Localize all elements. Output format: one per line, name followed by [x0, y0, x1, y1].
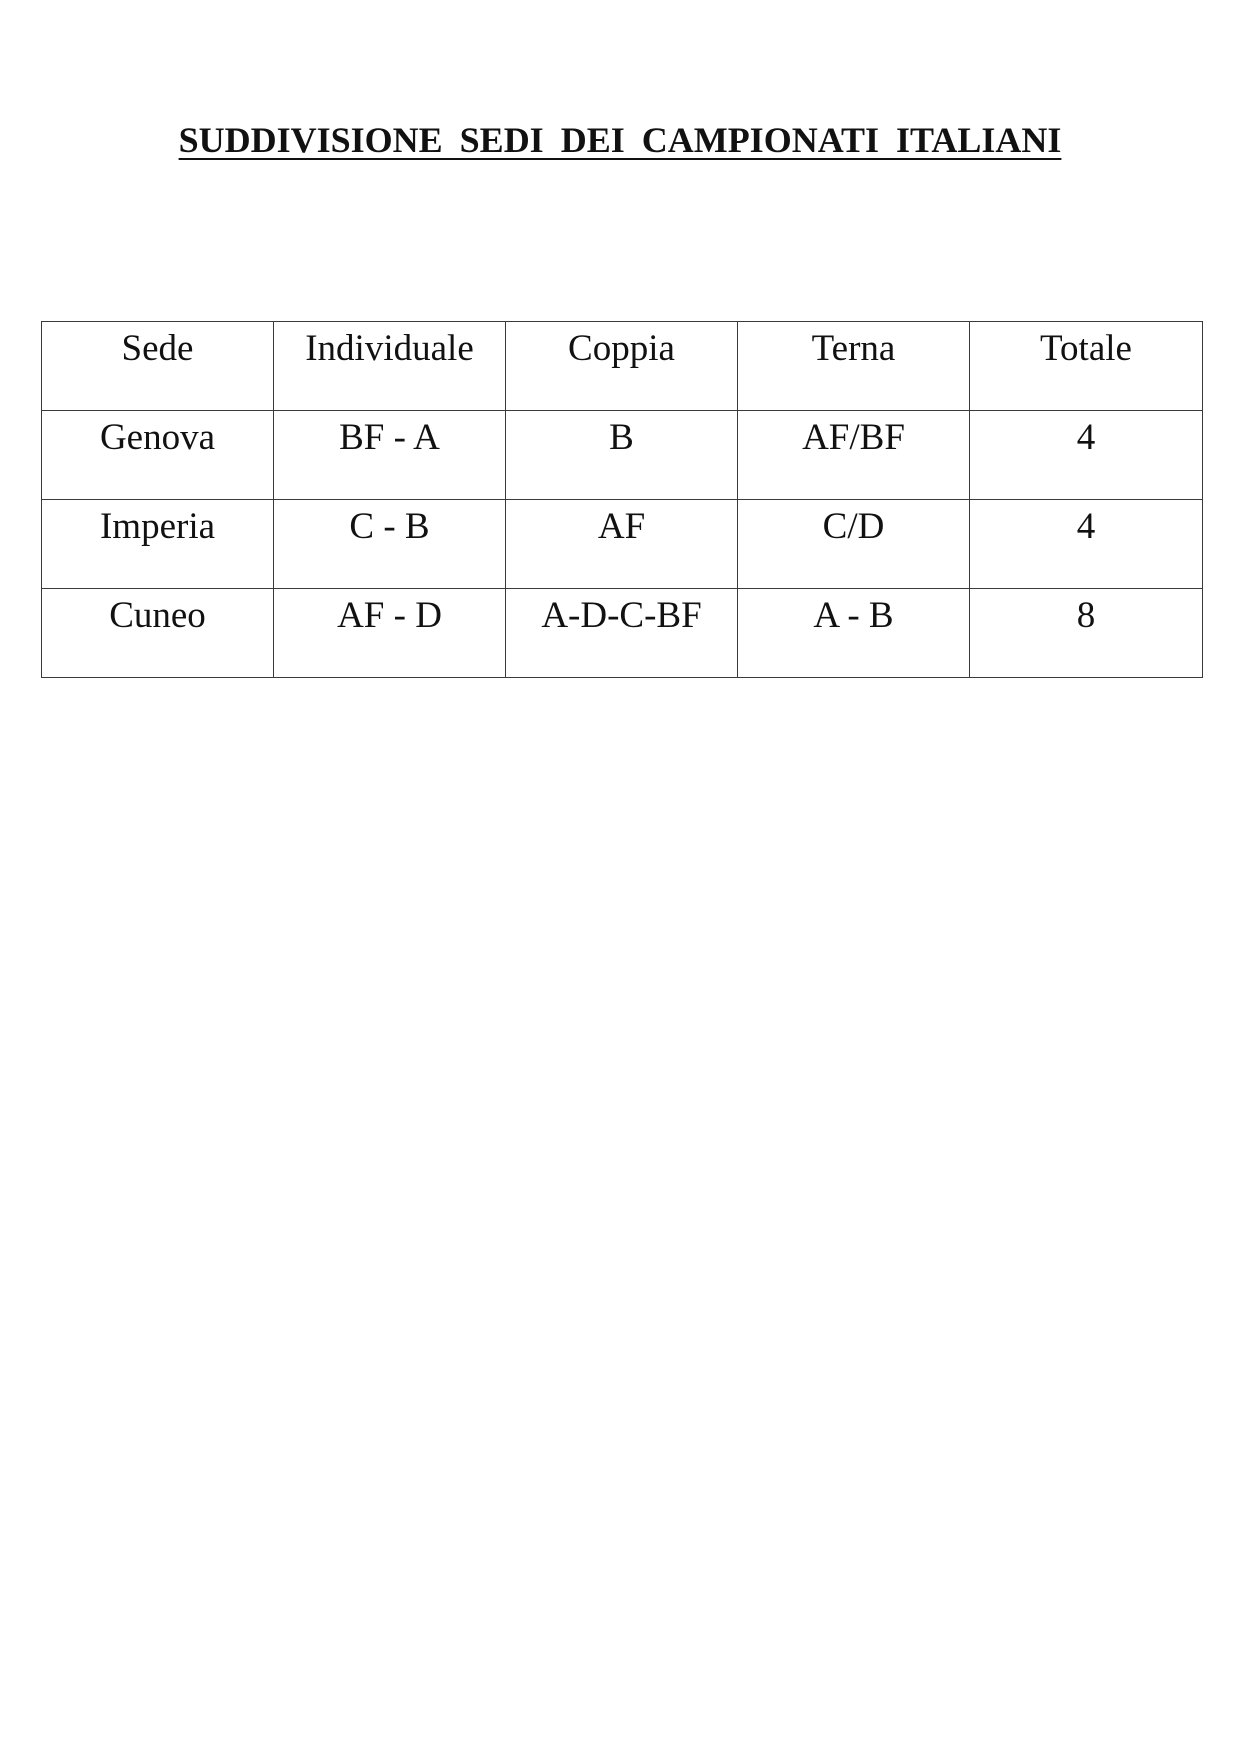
table-row — [42, 589, 1203, 678]
table-cell — [42, 500, 274, 589]
table-row — [42, 411, 1203, 500]
header-cell-coppia — [506, 322, 738, 411]
table-cell — [738, 589, 970, 678]
cell-text: C/D — [822, 506, 885, 547]
cell-text: AF/BF — [802, 417, 905, 458]
table-cell — [42, 411, 274, 500]
cell-text: 4 — [1076, 417, 1096, 458]
cell-text: AF - D — [337, 595, 442, 636]
cell-text: Cuneo — [109, 595, 206, 636]
cell-text: Genova — [99, 417, 216, 458]
table-header-row — [42, 322, 1203, 411]
table-cell — [42, 589, 274, 678]
cell-text: A-D-C-BF — [541, 595, 702, 636]
cell-text: AF — [597, 506, 646, 547]
table-cell — [738, 411, 970, 500]
header-cell-sede — [42, 322, 274, 411]
table-cell — [970, 500, 1203, 589]
table-cell — [274, 589, 506, 678]
table-cell — [506, 500, 738, 589]
document-title: SUDDIVISIONE SEDI DEI CAMPIONATI ITALIANI — [178, 120, 1062, 160]
cell-text: Imperia — [99, 506, 216, 547]
table-cell — [970, 589, 1203, 678]
header-label: Coppia — [568, 328, 675, 369]
header-label: Sede — [121, 328, 194, 369]
header-label: Totale — [1040, 328, 1132, 369]
table-cell — [970, 411, 1203, 500]
table-cell — [274, 411, 506, 500]
header-cell-totale — [970, 322, 1203, 411]
venues-table — [41, 321, 1203, 678]
cell-text: B — [609, 417, 634, 458]
table-cell — [506, 589, 738, 678]
header-label: Terna — [811, 328, 896, 369]
header-cell-terna — [738, 322, 970, 411]
cell-text: 4 — [1076, 506, 1096, 547]
header-cell-individuale — [274, 322, 506, 411]
cell-text: 8 — [1076, 595, 1096, 636]
table-cell — [738, 500, 970, 589]
table-cell — [274, 500, 506, 589]
cell-text: BF - A — [339, 417, 440, 458]
table-row — [42, 500, 1203, 589]
cell-text: C - B — [349, 506, 430, 547]
table-cell — [506, 411, 738, 500]
header-label: Individuale — [305, 328, 474, 369]
cell-text: A - B — [813, 595, 894, 636]
venues-table-container — [41, 321, 1202, 678]
